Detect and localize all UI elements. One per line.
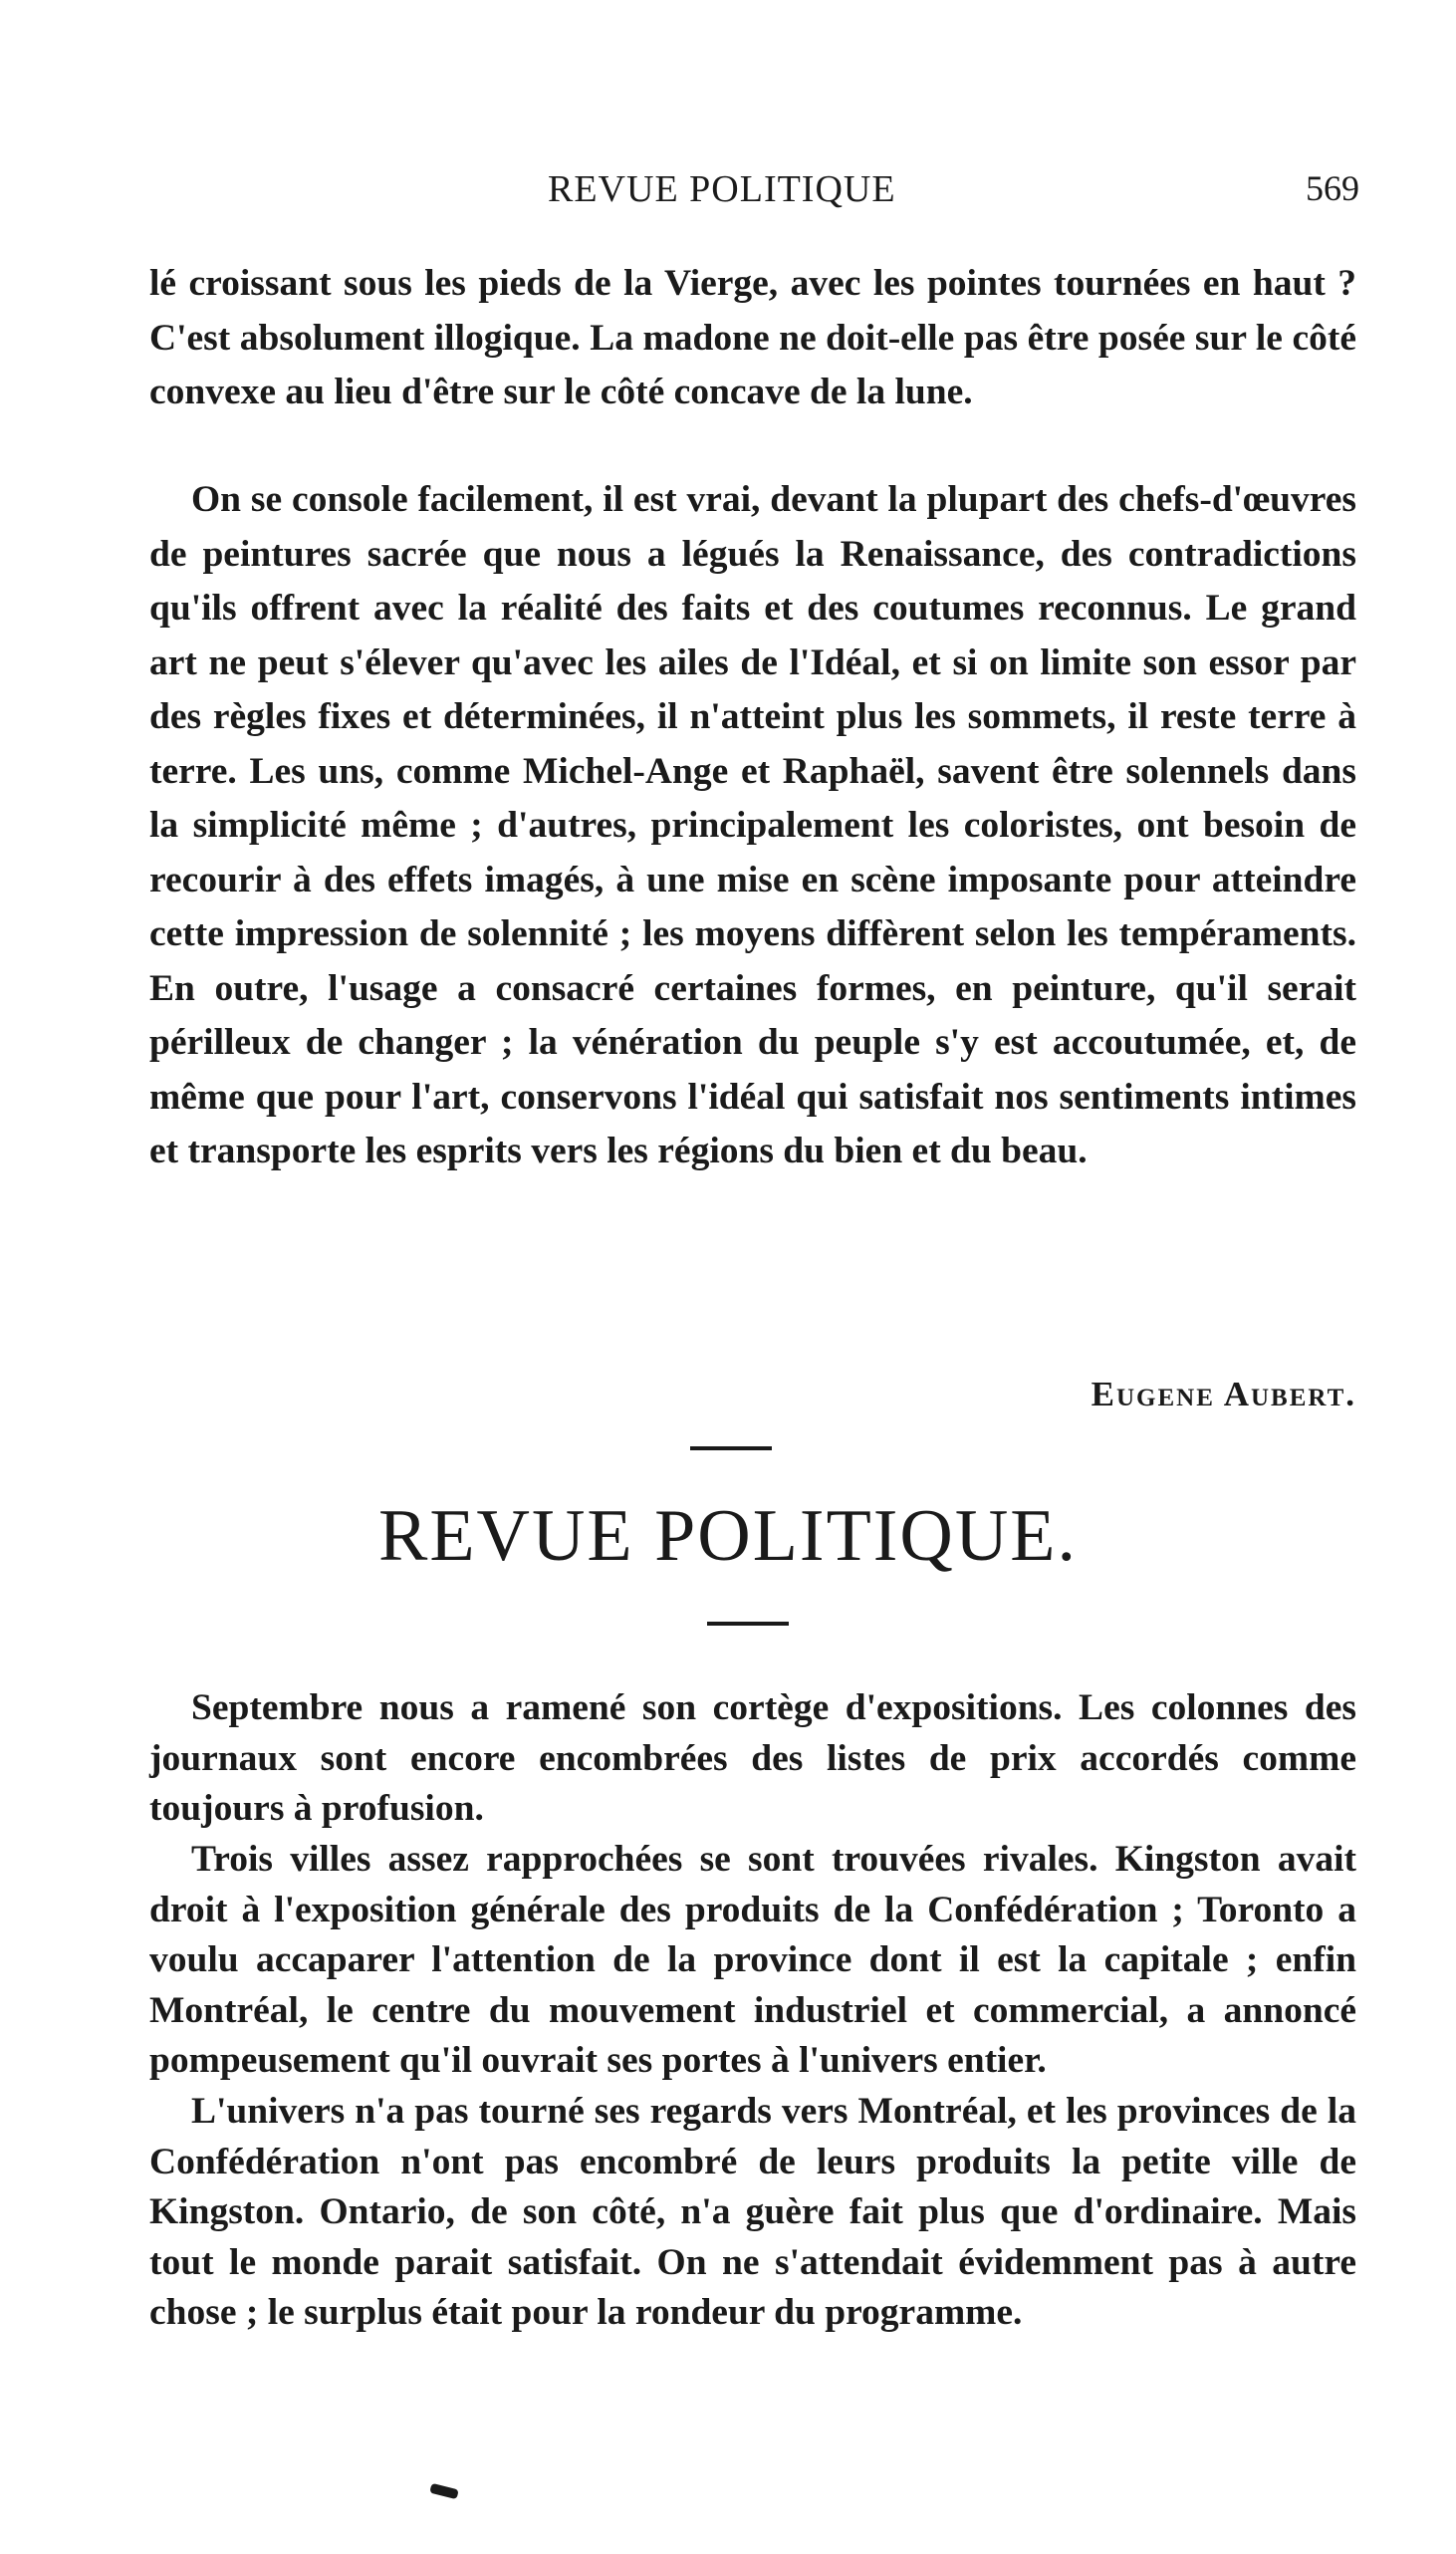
page-number: 569 <box>1306 168 1359 208</box>
section-title: REVUE POLITIQUE. <box>377 1495 1078 1577</box>
section-paragraph-3: L'univers n'a pas tourné ses regards vers Montréal, et les provinces de la Confédération n'ont pas encombré de leurs produits la petite ville de Kingston. Ontario, de son côté, n'a guère fait plus que d'ordinaire. Mais tout le monde parait satisfait. On ne s'attendait évidemment pas à autre chose ; le surplus était pour la rondeur du programme. <box>149 2091 1356 2333</box>
article-paragraph-2: On se console facilement, il est vrai, devant la plupart des chefs-d'œuvres de peintures sacrée que nous a légués la Renaissance, des contradictions qu'ils offrent avec la réalité des faits et des coutumes reconnus. Le grand art ne peut s'élever qu'avec les ailes de l'Idéal, et si on limite son essor par des règles fixes et déterminées, il n'atteint plus les sommets, il reste terre à terre. Les uns, comme Michel-Ange et Raphaël, savent être solennels dans la simplicité même ; d'autres, principalement les coloristes, ont besoin de recourir à des effets imagés, à une mise en scène imposante pour atteindre cette impression de solennité ; les moyens diffèrent selon les tempéraments. En outre, l'usage a consacré certaines formes, en peinture, qu'il serait périlleux de changer ; la vénération du peuple s'y est accoutumée, et, de même que pour l'art, conservons l'idéal qui satisfait nos sentiments intimes et transporte les esprits vers les régions du bien et du beau. <box>149 479 1356 1171</box>
section-paragraph-2: Trois villes assez rapprochées se sont trouvées rivales. Kingston avait droit à l'exposition générale des produits de la Confédération ; Toronto a voulu accaparer l'attention de la province dont il est la capitale ; enfin Montréal, le centre du mouvement industriel et commercial, a annoncé pompeusement qu'il ouvrait ses portes à l'univers entier. <box>149 1839 1356 2081</box>
section-divider-bottom <box>707 1622 789 1626</box>
ink-mark <box>429 2483 459 2499</box>
running-title: REVUE POLITIQUE <box>548 168 896 210</box>
section-paragraph-1: Septembre nous a ramené son cortège d'expositions. Les colonnes des journaux sont encore encombrées des listes de prix accordés comme toujours à profusion. <box>149 1687 1356 1829</box>
section-divider-top <box>690 1446 772 1450</box>
article-paragraph-1: lé croissant sous les pieds de la Vierge, avec les pointes tournées en haut ? C'est absolument illogique. La madone ne doit-elle pas être posée sur le côté convexe au lieu d'être sur le côté concave de la lune. <box>149 263 1356 412</box>
author-signature: Eugene Aubert. <box>1091 1375 1356 1413</box>
running-header <box>149 167 1359 223</box>
